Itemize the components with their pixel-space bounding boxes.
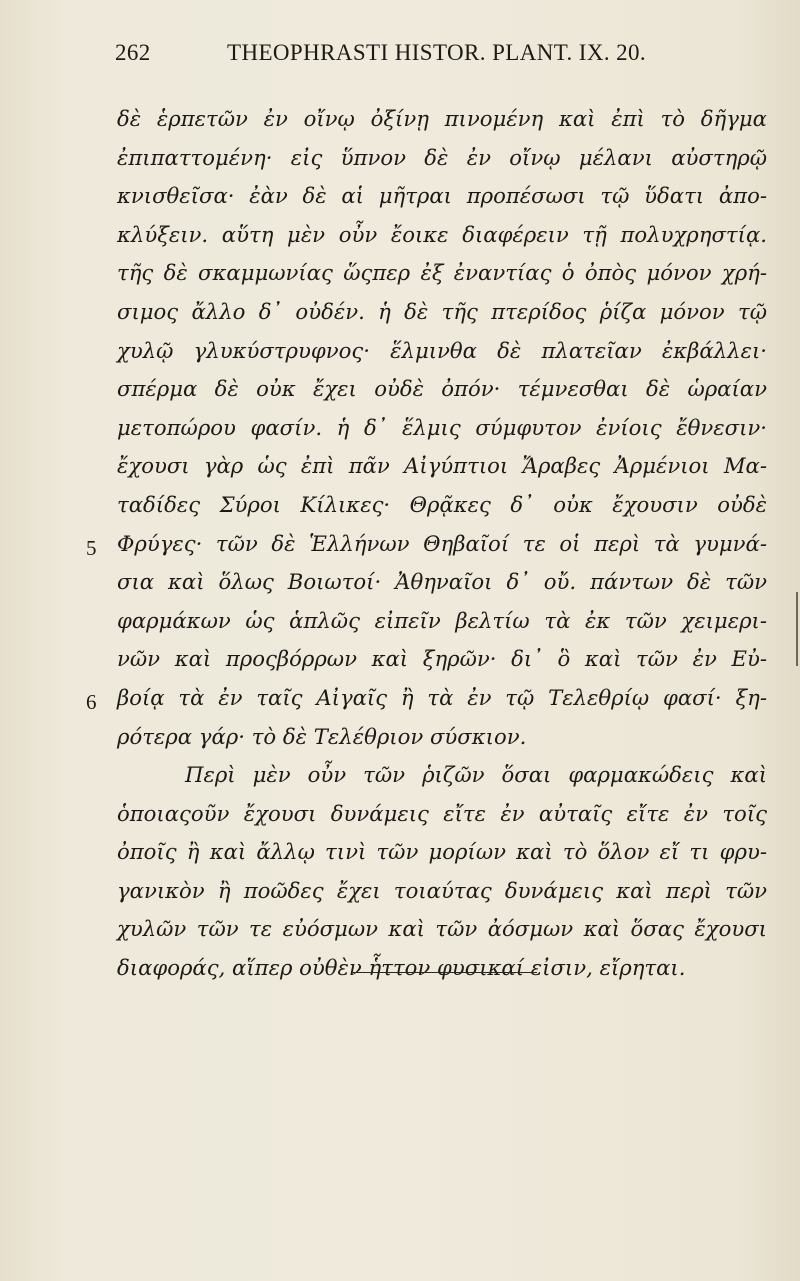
text-line: ὀποῖς ἢ καὶ ἄλλῳ τινὶ τῶν μορίων καὶ τὸ ὅλον εἴ τι φρυ-: [117, 839, 767, 865]
text-line: χυλῶν τῶν τε εὐόσμων καὶ τῶν ἀόσμων καὶ ὅσας ἔχουσι: [117, 916, 767, 942]
text-line: ταδίδες Σύροι Κίλικες· Θρᾷκες δ᾽ οὐκ ἔχουσιν οὐδὲ: [117, 491, 767, 517]
text-line: κλύξειν. αὕτη μὲν οὖν ἔοικε διαφέρειν τῇ πολυχρηστίᾳ.: [117, 221, 767, 247]
text-line: σπέρμα δὲ οὐκ ἔχει οὐδὲ ὀπόν· τέμνεσθαι δὲ ὡραίαν: [117, 376, 767, 402]
text-line: Φρύγες· τῶν δὲ Ἑλλήνων Θηβαῖοί τε οἱ περὶ τὰ γυμνά-: [117, 530, 767, 556]
page-number: 262: [115, 40, 151, 65]
text-line: γανικὸν ἢ ποῶδες ἔχει τοιαύτας δυνάμεις καὶ περὶ τῶν: [117, 877, 767, 903]
text-line: νῶν καὶ προςβόρρων καὶ ξηρῶν· δι᾽ ὃ καὶ τῶν ἐν Εὐ-: [117, 646, 767, 672]
text-line: σια καὶ ὅλως Βοιωτοί· Ἀθηναῖοι δ᾽ οὔ. πάντων δὲ τῶν: [117, 569, 767, 595]
text-line: φαρμάκων ὡς ἁπλῶς εἰπεῖν βελτίω τὰ ἐκ τῶν χειμερι-: [117, 607, 767, 633]
text-line: μετοπώρου φασίν. ἡ δ᾽ ἕλμις σύμφυτον ἐνίοις ἔθνεσιν·: [117, 414, 767, 440]
margin-number-5: 5: [86, 536, 97, 560]
text-line: ἔχουσι γὰρ ὡς ἐπὶ πᾶν Αἰγύπτιοι Ἄραβες Ἀρμένιοι Μα-: [117, 453, 767, 479]
margin-number-6: 6: [86, 690, 97, 714]
text-line: διαφοράς, αἵπερ οὐθὲν ἧττον φυσικαί εἰσιν, εἴρηται.: [117, 955, 686, 981]
text-line: κνισθεῖσα· ἐὰν δὲ αἱ μῆτραι προπέσωσι τῷ ὕδατι ἀπο-: [117, 183, 767, 209]
running-title: THEOPHRASTI HISTOR. PLANT. IX. 20.: [227, 40, 647, 65]
text-line: ἐπιπαττομένη· εἰς ὕπνον δὲ ἐν οἴνῳ μέλανι αὐστηρῷ: [117, 144, 767, 170]
text-line: ρότερα γάρ· τὸ δὲ Τελέθριον σύσκιον.: [117, 723, 527, 749]
text-line: Περὶ μὲν οὖν τῶν ῥιζῶν ὅσαι φαρμακώδεις καὶ: [185, 762, 767, 788]
edge-mark: [796, 618, 798, 666]
end-rule: [353, 972, 537, 973]
text-line: βοίᾳ τὰ ἐν ταῖς Αἰγαῖς ἢ τὰ ἐν τῷ Τελεθρίῳ φασί· ξη-: [117, 684, 767, 710]
running-head: [115, 40, 675, 74]
text-line: δὲ ἑρπετῶν ἐν οἴνῳ ὀξίνῃ πινομένη καὶ ἐπὶ τὸ δῆγμα: [117, 106, 767, 131]
text-line: τῆς δὲ σκαμμωνίας ὥςπερ ἐξ ἐναντίας ὁ ὀπὸς μόνον χρή-: [117, 260, 767, 286]
body-text: [117, 100, 767, 988]
text-line: ὁποιαςοῦν ἔχουσι δυνάμεις εἴτε ἐν αὐταῖς εἴτε ἐν τοῖς: [117, 800, 767, 826]
text-line: χυλῷ γλυκύστρυφνος· ἕλμινθα δὲ πλατεῖαν ἐκβάλλει·: [117, 337, 767, 363]
text-line: σιμος ἄλλο δ᾽ οὐδέν. ἡ δὲ τῆς πτερίδος ῥίζα μόνον τῷ: [117, 298, 767, 324]
